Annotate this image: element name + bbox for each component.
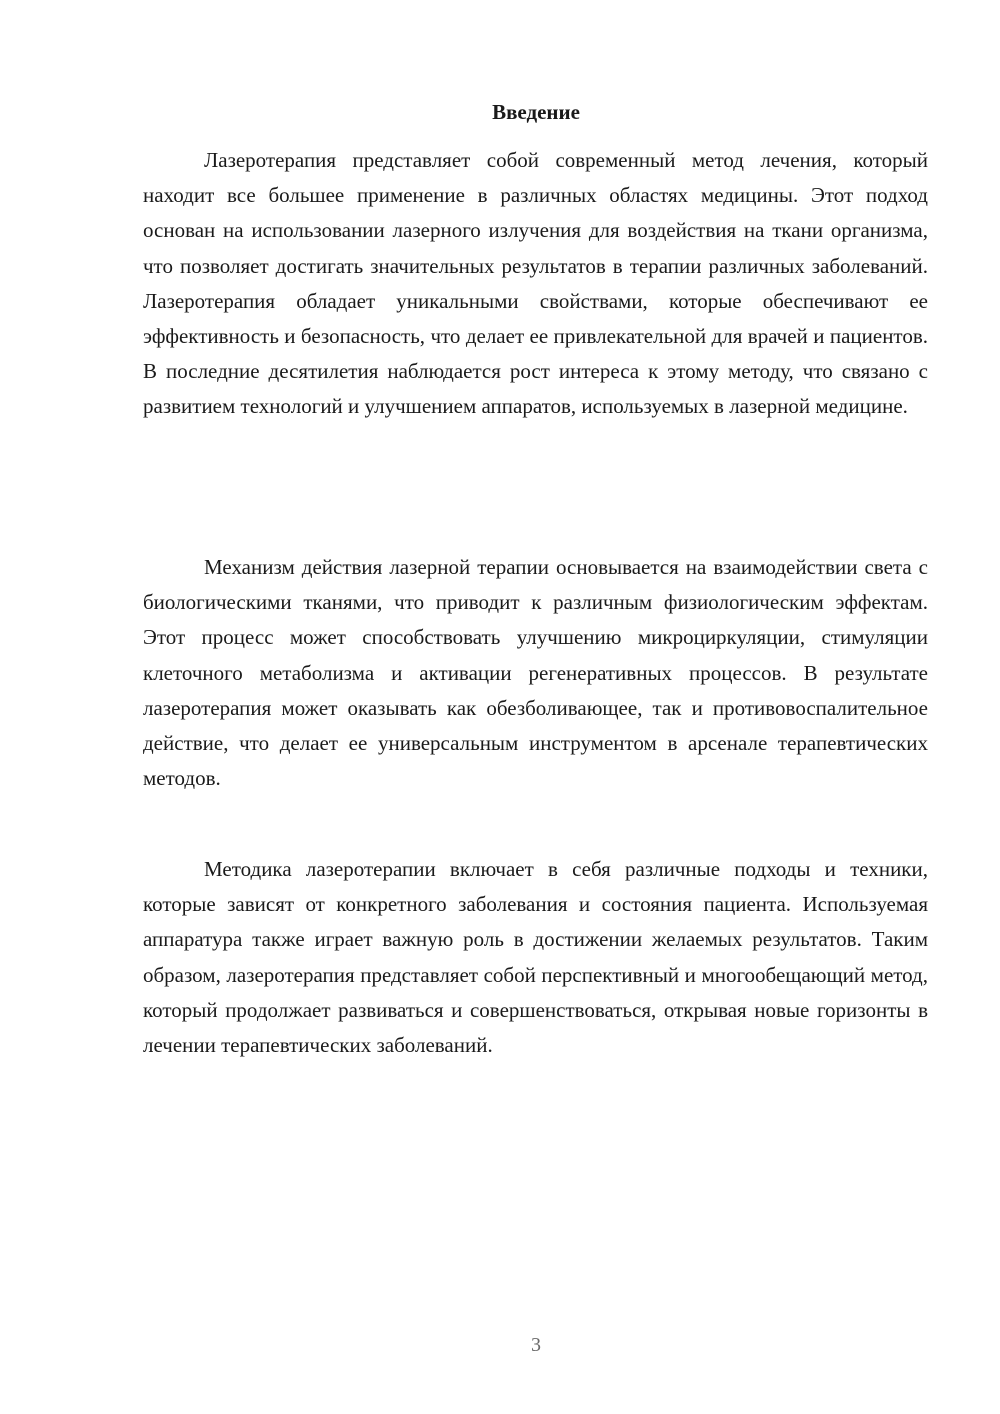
paragraph-1: Лазеротерапия представляет собой современный метод лечения, который находит все большее применение в различных областях медицины. Этот подход основан на использовании лазерного излучения для воздействия на ткани организма, что позволяет достигать значительных результатов в терапии различных заболеваний. Лазеротерапия обладает уникальными свойствами, которые обеспечивают ее эффективность и безопасность, что делает ее привлекательной для врачей и пациентов. В последние десятилетия наблюдается рост интереса к этому методу, что связано с развитием технологий и улучшением аппаратов, используемых в лазерной медицине. [143, 148, 928, 419]
page-number: 3 [531, 1334, 541, 1356]
paragraph-2: Механизм действия лазерной терапии основывается на взаимодействии света с биологическими тканями, что приводит к различным физиологическим эффектам. Этот процесс может способствовать улучшению микроциркуляции, стимуляции клеточного метаболизма и активации регенеративных процессов. В результате лазеротерапия может оказывать как обезболивающее, так и противовоспалительное действие, что делает ее универсальным инструментом в арсенале терапевтических методов. [143, 555, 928, 791]
paragraph-3: Методика лазеротерапии включает в себя различные подходы и техники, которые зависят от конкретного заболевания и состояния пациента. Используемая аппаратура также играет важную роль в достижении желаемых результатов. Таким образом, лазеротерапия представляет собой перспективный и многообещающий метод, который продолжает развиваться и совершенствоваться, открывая новые горизонты в лечении терапевтических заболеваний. [143, 857, 928, 1058]
section-title: Введение [492, 100, 580, 124]
